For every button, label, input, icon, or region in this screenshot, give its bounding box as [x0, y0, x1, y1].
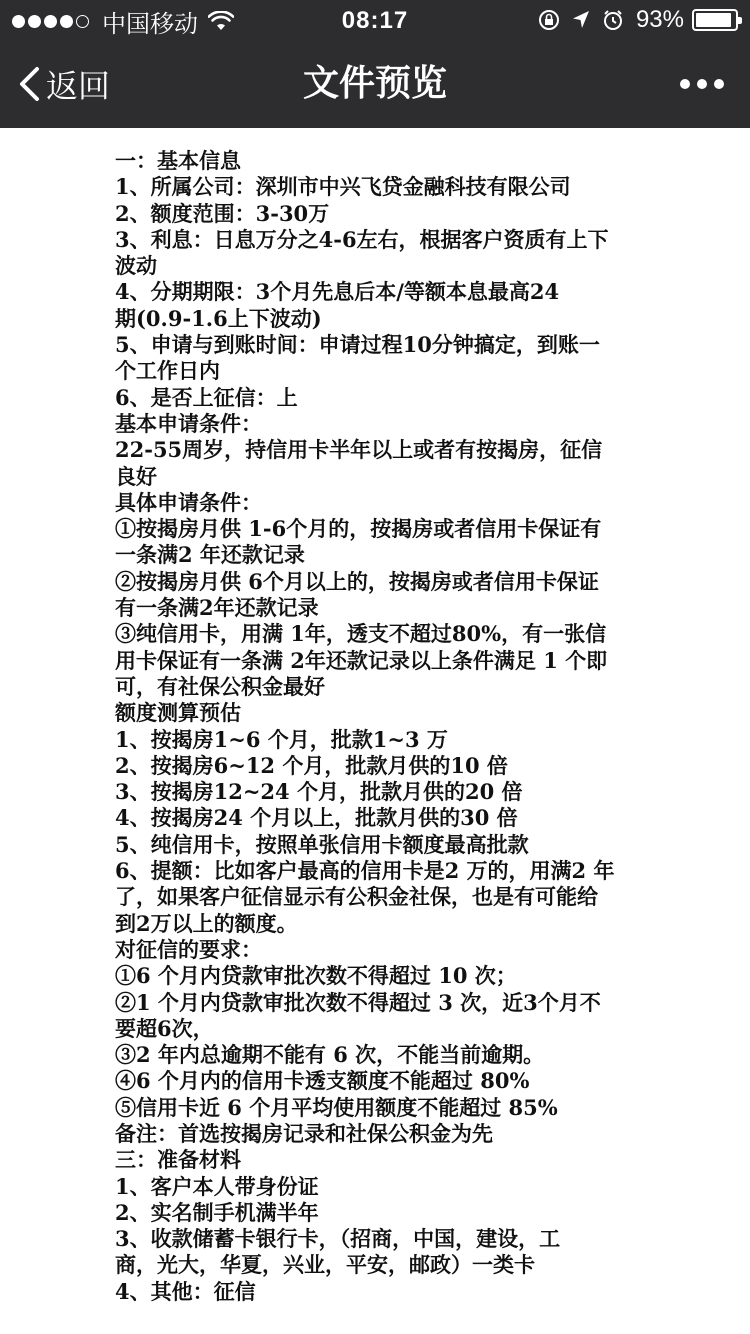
- document-line: 额度测算预估: [115, 700, 241, 726]
- back-button[interactable]: [18, 62, 110, 106]
- document-line: 2、按揭房6~12 个月，批款月供的10 倍: [115, 752, 508, 778]
- document-line: 三：准备材料: [115, 1147, 241, 1173]
- document-line: 5、申请与到账时间：申请过程10分钟搞定，到账一: [115, 332, 600, 358]
- more-dot-icon: [697, 79, 707, 89]
- document-line: 1、按揭房1~6 个月，批款1~3 万: [115, 726, 448, 752]
- more-options-button[interactable]: [673, 74, 724, 94]
- document-line: ⑤信用卡近 6 个月平均使用额度不能超过 85%: [115, 1094, 558, 1120]
- document-line: 3、按揭房12~24 个月，批款月供的20 倍: [115, 779, 523, 805]
- document-line: 期(0.9-1.6上下波动): [115, 305, 322, 331]
- chevron-left-icon: [18, 66, 40, 102]
- document-body: [115, 148, 640, 1305]
- page-title: 文件预览: [302, 63, 447, 104]
- document-line: ③纯信用卡，用满 1年，透支不超过80%，有一张信: [115, 621, 607, 647]
- document-line: ①按揭房月供 1-6个月的，按揭房或者信用卡保证有: [115, 516, 602, 542]
- document-line: 3、收款储蓄卡银行卡，（招商，中国，建设，工: [115, 1226, 561, 1252]
- document-line: 4、其他：征信: [115, 1278, 256, 1304]
- document-line: ①6 个月内贷款审批次数不得超过 10 次；: [115, 963, 517, 989]
- document-line: ②按揭房月供 6个月以上的，按揭房或者信用卡保证: [115, 568, 599, 594]
- back-label: 返回: [46, 67, 111, 105]
- battery-icon: [692, 9, 738, 31]
- document-line: 1、所属公司：深圳市中兴飞贷金融科技有限公司: [115, 174, 571, 200]
- document-line: 有一条满2年还款记录: [115, 595, 319, 621]
- document-line: 良好: [115, 463, 157, 489]
- document-line: 了，如果客户征信显示有公积金社保，也是有可能给: [115, 884, 598, 910]
- document-line: 6、是否上征信：上: [115, 384, 298, 410]
- document-line: 4、分期期限：3个月先息后本/等额本息最高24: [115, 279, 560, 305]
- document-line: 基本申请条件：: [115, 410, 262, 436]
- document-line: 22-55周岁，持信用卡半年以上或者有按揭房，征信: [115, 437, 603, 463]
- navigation-bar: [0, 40, 750, 128]
- document-line: 商，光大，华夏，兴业，平安，邮政）一类卡: [115, 1252, 535, 1278]
- location-icon: [572, 10, 590, 30]
- document-line: 波动: [115, 253, 157, 279]
- document-line: 用卡保证有一条满 2年还款记录以上条件满足 1 个即: [115, 647, 608, 673]
- more-dot-icon: [714, 79, 724, 89]
- more-dot-icon: [680, 79, 690, 89]
- status-time: 08:17: [341, 7, 409, 34]
- alarm-icon: [602, 9, 624, 31]
- document-line: 2、实名制手机满半年: [115, 1199, 319, 1225]
- document-line: 3、利息：日息万分之4-6左右，根据客户资质有上下: [115, 226, 609, 252]
- document-line: 对征信的要求：: [115, 936, 262, 962]
- document-line: 具体申请条件：: [115, 489, 262, 515]
- status-right: [538, 6, 738, 34]
- rotation-lock-icon: [538, 9, 560, 31]
- document-line: 1、客户本人带身份证: [115, 1173, 319, 1199]
- document-line: 备注：首选按揭房记录和社保公积金为先: [115, 1120, 493, 1146]
- carrier-label: 中国移动: [102, 10, 198, 38]
- document-line: 2、额度范围：3-30万: [115, 200, 330, 226]
- document-line: ③2 年内总逾期不能有 6 次，不能当前逾期。: [115, 1042, 545, 1068]
- document-line: 到2万以上的额度。: [115, 910, 298, 936]
- document-line: 要超6次，: [115, 1015, 214, 1041]
- document-line: 4、按揭房24 个月以上，批款月供的30 倍: [115, 805, 518, 831]
- document-preview[interactable]: [0, 128, 750, 1334]
- document-line: 个工作日内: [115, 358, 220, 384]
- document-line: ④6 个月内的信用卡透支额度不能超过 80%: [115, 1068, 530, 1094]
- document-line: 可，有社保公积金最好: [115, 673, 325, 699]
- document-line: ②1 个月内贷款审批次数不得超过 3 次，近3个月不: [115, 989, 601, 1015]
- document-line: 6、提额：比如客户最高的信用卡是2 万的，用满2 年: [115, 858, 615, 884]
- document-line: 一：基本信息: [115, 148, 241, 173]
- battery-percent: 93%: [635, 6, 684, 33]
- document-line: 5、纯信用卡，按照单张信用卡额度最高批款: [115, 831, 529, 857]
- document-line: 一条满2 年还款记录: [115, 542, 305, 568]
- status-bar: [0, 0, 750, 40]
